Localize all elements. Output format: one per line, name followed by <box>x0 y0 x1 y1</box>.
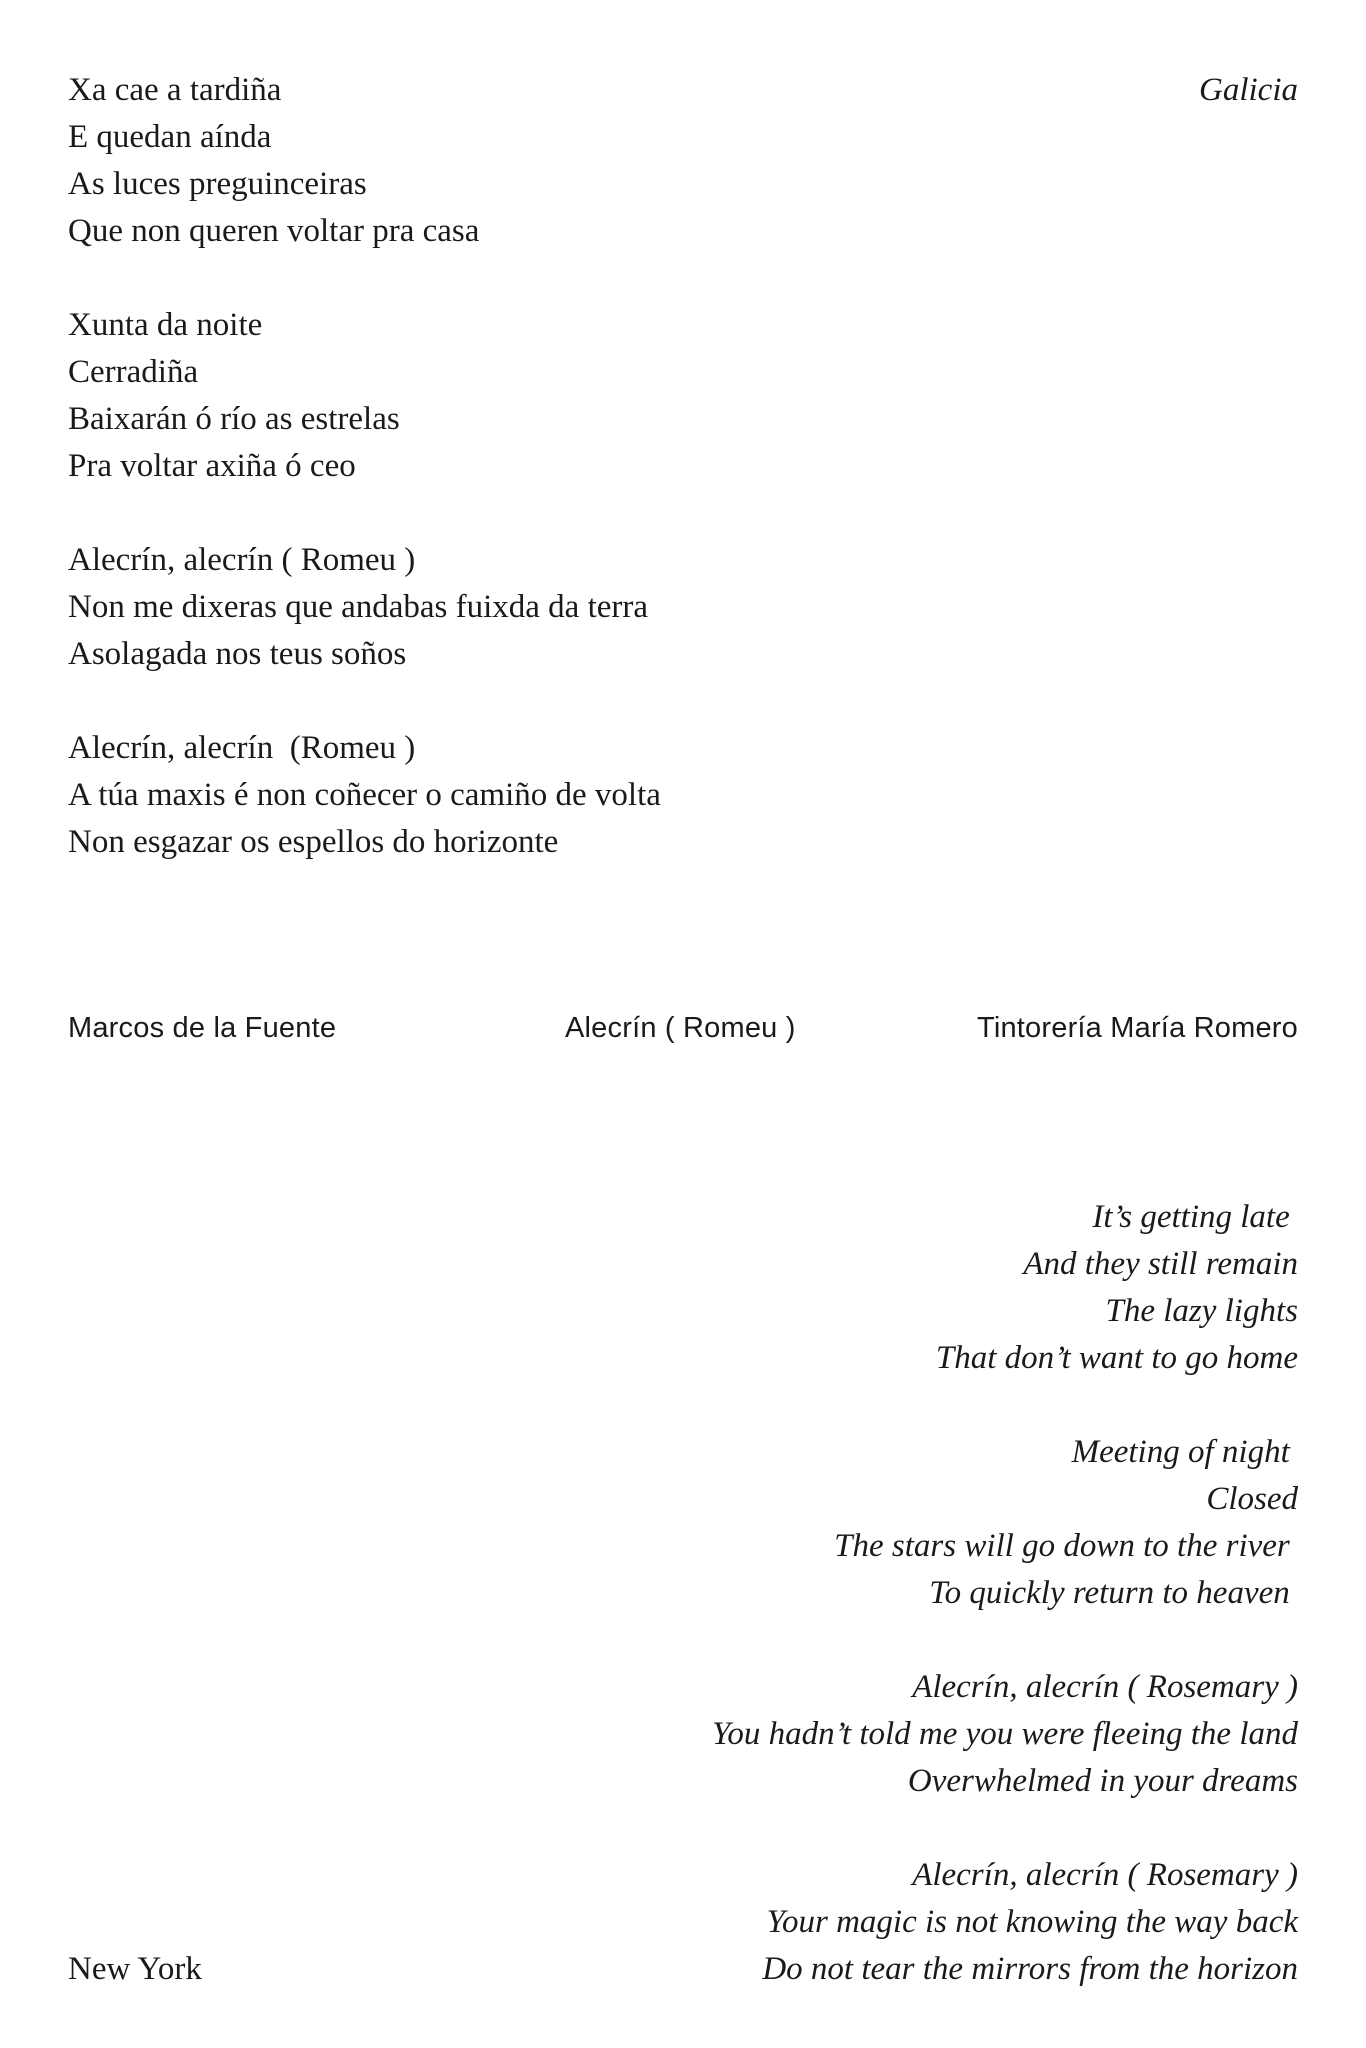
poem-line: Xunta da noite <box>68 307 263 343</box>
poem-line: Asolagada nos teus soños <box>68 636 407 672</box>
poem-line: Baixarán ó río as estrelas <box>68 401 400 437</box>
poem-english-stanza-4 <box>398 1852 1298 1993</box>
poem-line: Alecrín, alecrín (Romeu ) <box>68 730 416 766</box>
poem-line: Overwhelmed in your dreams <box>907 1763 1298 1799</box>
poem-line: Do not tear the mirrors from the horizon <box>762 1951 1298 1987</box>
poem-line: Cerradiña <box>68 354 199 390</box>
place-label-new-york: New York <box>68 1951 202 1987</box>
poem-english-stanza-1 <box>398 1194 1298 1382</box>
poem-line: You hadn’t told me you were fleeing the land <box>712 1716 1298 1752</box>
poem-line: The lazy lights <box>1105 1293 1298 1329</box>
poem-line: E quedan aínda <box>68 119 272 155</box>
poem-line: Que non queren voltar pra casa <box>68 213 480 249</box>
credit-publisher: Tintorería María Romero <box>976 1012 1298 1044</box>
poem-line: A túa maxis é non coñecer o camiño de volta <box>68 777 661 813</box>
poem-line: Alecrín, alecrín ( Romeu ) <box>68 542 416 578</box>
poem-galician <box>68 67 888 913</box>
poem-line: Xa cae a tardiña <box>68 72 282 108</box>
poem-galician-stanza-3 <box>68 537 888 678</box>
poem-galician-stanza-2 <box>68 302 888 490</box>
poem-english <box>398 1194 1298 2040</box>
poem-line: Alecrín, alecrín ( Rosemary ) <box>912 1857 1298 1893</box>
poem-line: Non esgazar os espellos do horizonte <box>68 824 559 860</box>
poem-line: That don’t want to go home <box>935 1340 1298 1376</box>
poem-galician-stanza-4 <box>68 725 888 866</box>
poem-line: The stars will go down to the river <box>834 1528 1298 1564</box>
poem-line: And they still remain <box>1023 1246 1298 1282</box>
poem-line: Non me dixeras que andabas fuixda da terra <box>68 589 649 625</box>
poem-line: Meeting of night <box>1071 1434 1298 1470</box>
poem-english-stanza-2 <box>398 1429 1298 1617</box>
poem-line: Pra voltar axiña ó ceo <box>68 448 356 484</box>
place-label-galicia: Galicia <box>1199 72 1298 108</box>
poem-galician-stanza-1 <box>68 67 888 255</box>
poem-line: Closed <box>1206 1481 1298 1517</box>
poem-line: It’s getting late <box>1092 1199 1298 1235</box>
credit-title: Alecrín ( Romeu ) <box>565 1012 796 1044</box>
poem-english-stanza-3 <box>398 1664 1298 1805</box>
credits-row <box>68 1008 1298 1048</box>
poem-line: Alecrín, alecrín ( Rosemary ) <box>912 1669 1298 1705</box>
credit-author: Marcos de la Fuente <box>68 1012 337 1044</box>
poem-line: Your magic is not knowing the way back <box>766 1904 1298 1940</box>
poem-line: To quickly return to heaven <box>929 1575 1298 1611</box>
poem-line: As luces preguinceiras <box>68 166 367 202</box>
